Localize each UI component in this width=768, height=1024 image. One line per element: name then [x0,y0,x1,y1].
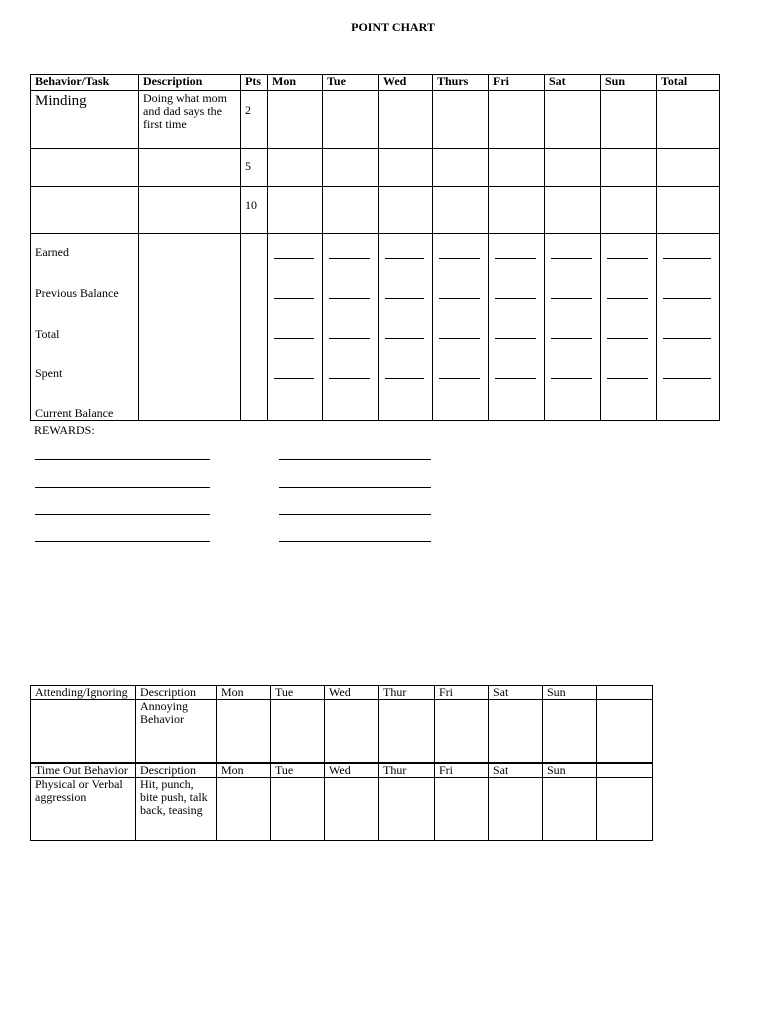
summary-description-cell [139,234,241,421]
spent-blank[interactable] [607,378,648,379]
day-cell[interactable] [489,149,545,187]
previous-balance-blank[interactable] [551,298,592,299]
time-out-header-row [31,764,653,778]
day-cell[interactable] [433,149,489,187]
table-row [31,187,720,234]
day-cell[interactable] [379,778,435,841]
pts-cell [241,91,268,149]
header-wed: Wed [379,75,433,91]
header-thur: Thur [379,686,435,700]
header-tue: Tue [323,75,379,91]
previous-balance-blank[interactable] [274,298,314,299]
spent-blank[interactable] [439,378,480,379]
description-text: Annoying Behavior [140,699,188,726]
previous-balance-blank[interactable] [329,298,370,299]
description-text: Hit, punch, bite push, talk back, teasing [140,777,208,817]
day-cell[interactable] [435,700,489,763]
day-cell[interactable] [379,91,433,149]
header-pts: Pts [241,75,268,91]
behavior-cell[interactable] [31,700,136,763]
day-cell[interactable] [433,187,489,234]
table-row [31,149,720,187]
earned-blank[interactable] [495,258,536,259]
behavior-cell[interactable] [31,778,136,841]
day-cell[interactable] [601,91,657,149]
table-row [31,91,720,149]
earned-blank[interactable] [274,258,314,259]
day-cell[interactable] [323,149,379,187]
day-cell[interactable] [323,187,379,234]
total-blank[interactable] [663,338,711,339]
day-cell[interactable] [545,91,601,149]
day-cell[interactable] [325,700,379,763]
day-cell[interactable] [323,91,379,149]
earned-blank[interactable] [663,258,711,259]
table-row [31,778,653,841]
header-wed: Wed [325,764,379,778]
total-blank[interactable] [607,338,648,339]
day-cell[interactable] [379,149,433,187]
total-blank[interactable] [439,338,480,339]
spent-blank[interactable] [663,378,711,379]
extra-cell[interactable] [597,778,653,841]
total-blank[interactable] [329,338,370,339]
reward-blank-line[interactable] [35,514,210,515]
behavior-cell[interactable] [31,149,139,187]
description-text: Doing what mom and dad says the first time [143,91,227,131]
point-chart-table [30,74,720,421]
summary-day-cell[interactable] [323,234,379,421]
day-cell[interactable] [271,778,325,841]
day-cell[interactable] [489,778,543,841]
header-blank [597,764,653,778]
reward-blank-line[interactable] [35,459,210,460]
summary-day-cell[interactable] [601,234,657,421]
day-cell[interactable] [433,91,489,149]
attending-header-row [31,686,653,700]
day-cell[interactable] [435,778,489,841]
header-sun: Sun [543,686,597,700]
day-cell[interactable] [489,91,545,149]
current-balance-label: Current Balance [35,406,114,420]
day-cell[interactable] [489,700,543,763]
day-cell[interactable] [268,149,323,187]
summary-day-cell[interactable] [433,234,489,421]
earned-label: Earned [35,245,69,259]
behavior-cell[interactable] [31,187,139,234]
previous-balance-label: Previous Balance [35,286,119,300]
summary-total-cell[interactable] [657,234,720,421]
day-cell[interactable] [325,778,379,841]
earned-blank[interactable] [439,258,480,259]
header-fri: Fri [489,75,545,91]
header-tue: Tue [271,764,325,778]
summary-pts-cell [241,234,268,421]
day-cell[interactable] [217,700,271,763]
day-cell[interactable] [268,91,323,149]
day-cell[interactable] [601,187,657,234]
day-cell[interactable] [271,700,325,763]
summary-day-cell[interactable] [379,234,433,421]
header-thurs: Thurs [433,75,489,91]
previous-balance-blank[interactable] [663,298,711,299]
earned-blank[interactable] [385,258,424,259]
summary-day-cell[interactable] [489,234,545,421]
total-label: Total [35,327,60,341]
header-sun: Sun [543,764,597,778]
day-cell[interactable] [379,187,433,234]
earned-blank[interactable] [551,258,592,259]
extra-cell[interactable] [597,700,653,763]
day-cell[interactable] [601,149,657,187]
reward-blank-line[interactable] [279,541,431,542]
header-wed: Wed [325,686,379,700]
previous-balance-blank[interactable] [607,298,648,299]
day-cell[interactable] [379,700,435,763]
total-cell[interactable] [657,149,720,187]
day-cell[interactable] [543,778,597,841]
header-blank [597,686,653,700]
total-cell[interactable] [657,187,720,234]
header-attending-ignoring: Attending/Ignoring [31,686,136,700]
header-description: Description [136,686,217,700]
header-sat: Sat [545,75,601,91]
summary-labels-cell [31,234,139,421]
previous-balance-blank[interactable] [385,298,424,299]
description-cell[interactable] [139,91,241,149]
reward-blank-line[interactable] [35,541,210,542]
header-mon: Mon [268,75,323,91]
page-title: POINT CHART [351,20,435,34]
earned-blank[interactable] [607,258,648,259]
pts-value: 10 [245,198,257,212]
header-mon: Mon [217,686,271,700]
pts-cell [241,187,268,234]
pts-value: 5 [245,159,251,173]
spent-blank[interactable] [329,378,370,379]
description-cell[interactable] [136,778,217,841]
header-time-out-behavior: Time Out Behavior [31,764,136,778]
pts-cell [241,149,268,187]
header-behavior: Behavior/Task [31,75,139,91]
header-mon: Mon [217,764,271,778]
summary-day-cell[interactable] [545,234,601,421]
previous-balance-blank[interactable] [495,298,536,299]
pts-value: 2 [245,103,251,117]
attending-ignoring-table [30,685,653,763]
spent-label: Spent [35,366,63,380]
total-blank[interactable] [385,338,424,339]
summary-row [31,234,720,421]
spent-blank[interactable] [385,378,424,379]
earned-blank[interactable] [329,258,370,259]
behavior-label: Minding [35,93,87,109]
total-blank[interactable] [551,338,592,339]
summary-day-cell[interactable] [268,234,323,421]
previous-balance-blank[interactable] [439,298,480,299]
description-cell[interactable] [139,187,241,234]
day-cell[interactable] [545,187,601,234]
total-blank[interactable] [274,338,314,339]
spent-blank[interactable] [495,378,536,379]
day-cell[interactable] [268,187,323,234]
header-fri: Fri [435,686,489,700]
spent-blank[interactable] [551,378,592,379]
header-sat: Sat [489,686,543,700]
header-tue: Tue [271,686,325,700]
behavior-cell[interactable] [31,91,139,149]
rewards-label: REWARDS: [34,423,95,437]
table-row [31,700,653,763]
header-total: Total [657,75,720,91]
header-description: Description [139,75,241,91]
day-cell[interactable] [217,778,271,841]
day-cell[interactable] [545,149,601,187]
total-cell[interactable] [657,91,720,149]
header-thur: Thur [379,764,435,778]
day-cell[interactable] [543,700,597,763]
reward-blank-line[interactable] [279,487,431,488]
header-sat: Sat [489,764,543,778]
reward-blank-line[interactable] [279,514,431,515]
description-cell[interactable] [139,149,241,187]
point-chart-header-row [31,75,720,91]
behavior-label: Physical or Verbal aggression [35,777,123,804]
time-out-table [30,763,653,841]
header-sun: Sun [601,75,657,91]
day-cell[interactable] [489,187,545,234]
header-description: Description [136,764,217,778]
reward-blank-line[interactable] [35,487,210,488]
reward-blank-line[interactable] [279,459,431,460]
header-fri: Fri [435,764,489,778]
spent-blank[interactable] [274,378,314,379]
total-blank[interactable] [495,338,536,339]
description-cell[interactable] [136,700,217,763]
